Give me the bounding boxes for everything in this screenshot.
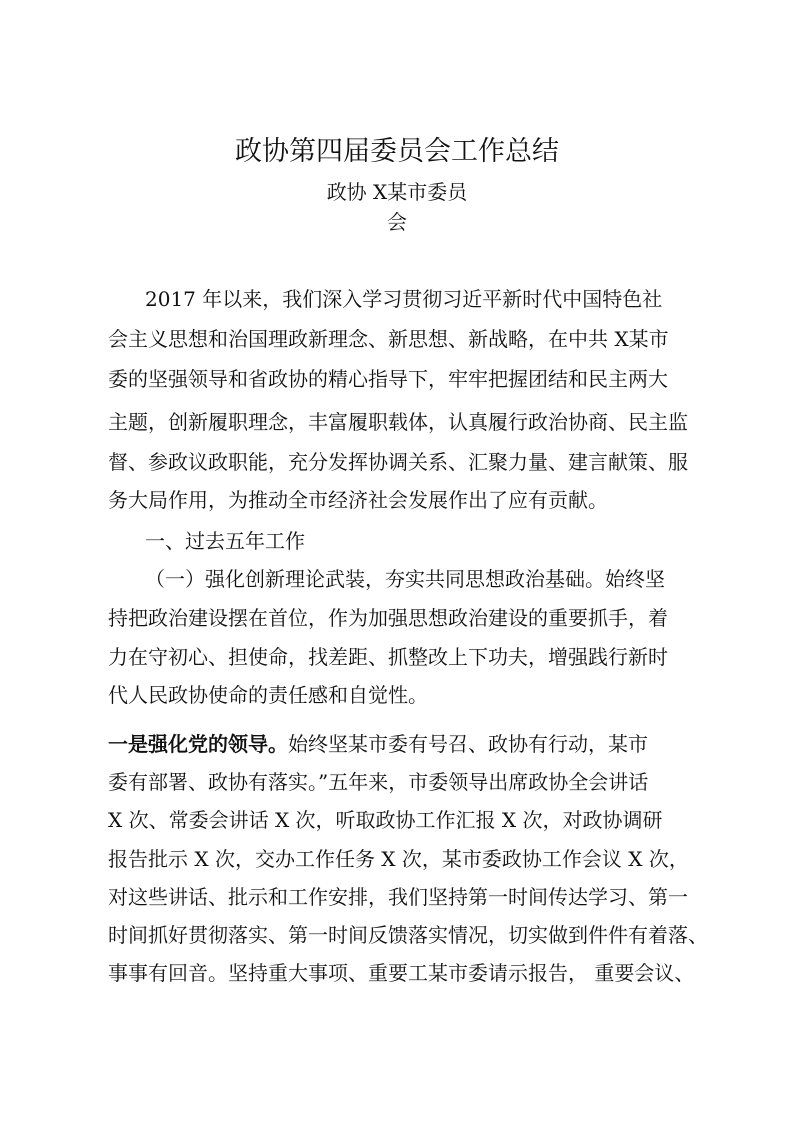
text-line: 事事有回音。坚持重大事项、重要工某市委请示报告， 重要会议、 bbox=[108, 961, 695, 985]
section-heading: 一、过去五年工作 bbox=[145, 529, 305, 553]
text-line: （一）强化创新理论武装，夯实共同思想政治基础。始终坚 bbox=[145, 567, 665, 591]
text-line: X 次、常委会讲话 X 次，听取政协工作汇报 X 次，对政协调研 bbox=[108, 808, 663, 832]
document-subtitle-cont: 会 bbox=[387, 210, 407, 234]
text-line: 持把政治建设摆在首位，作为加强思想政治建设的重要抓手，着 bbox=[108, 606, 668, 630]
document-subtitle: 政协 X某市委员 bbox=[326, 180, 468, 204]
text-line: 时间抓好贯彻落实、第一时间反馈落实情况，切实做到件件有着落、 bbox=[108, 923, 708, 947]
text-line: 力在守初心、担使命，找差距、抓整改上下功夫，增强践行新时 bbox=[108, 645, 668, 669]
text-line: 代人民政协使命的责任感和自觉性。 bbox=[108, 683, 428, 707]
text-line: 督、参政议政职能，充分发挥协调关系、汇聚力量、建言献策、服 bbox=[108, 450, 688, 474]
text-line: 2017 年以来，我们深入学习贯彻习近平新时代中国特色社 bbox=[145, 287, 663, 311]
text-line: 会主义思想和治国理政新理念、新思想、新战略，在中共 X某市 bbox=[108, 327, 669, 351]
text-line: 委的坚强领导和省政协的精心指导下，牢牢把握团结和民主两大 bbox=[108, 367, 668, 391]
bold-lead: 一是强化党的领导。 bbox=[108, 732, 288, 756]
text-line: 对这些讲话、批示和工作安排，我们坚持第一时间传达学习、第一 bbox=[108, 885, 688, 909]
text-line: 委有部署、政协有落实。”五年来，市委领导出席政协全会讲话 bbox=[108, 770, 649, 794]
text-run: 始终坚某市委有号召、政协有行动，某市 bbox=[288, 732, 648, 756]
text-line: 报告批示 X 次，交办工作任务 X 次，某市委政协工作会议 X 次， bbox=[108, 847, 689, 871]
text-line bbox=[108, 732, 648, 756]
document-title: 政协第四届委员会工作总结 bbox=[235, 136, 559, 167]
text-line: 务大局作用，为推动全市经济社会发展作出了应有贡献。 bbox=[108, 488, 608, 512]
text-line: 主题，创新履职理念，丰富履职载体，认真履行政治协商、民主监 bbox=[108, 410, 688, 434]
